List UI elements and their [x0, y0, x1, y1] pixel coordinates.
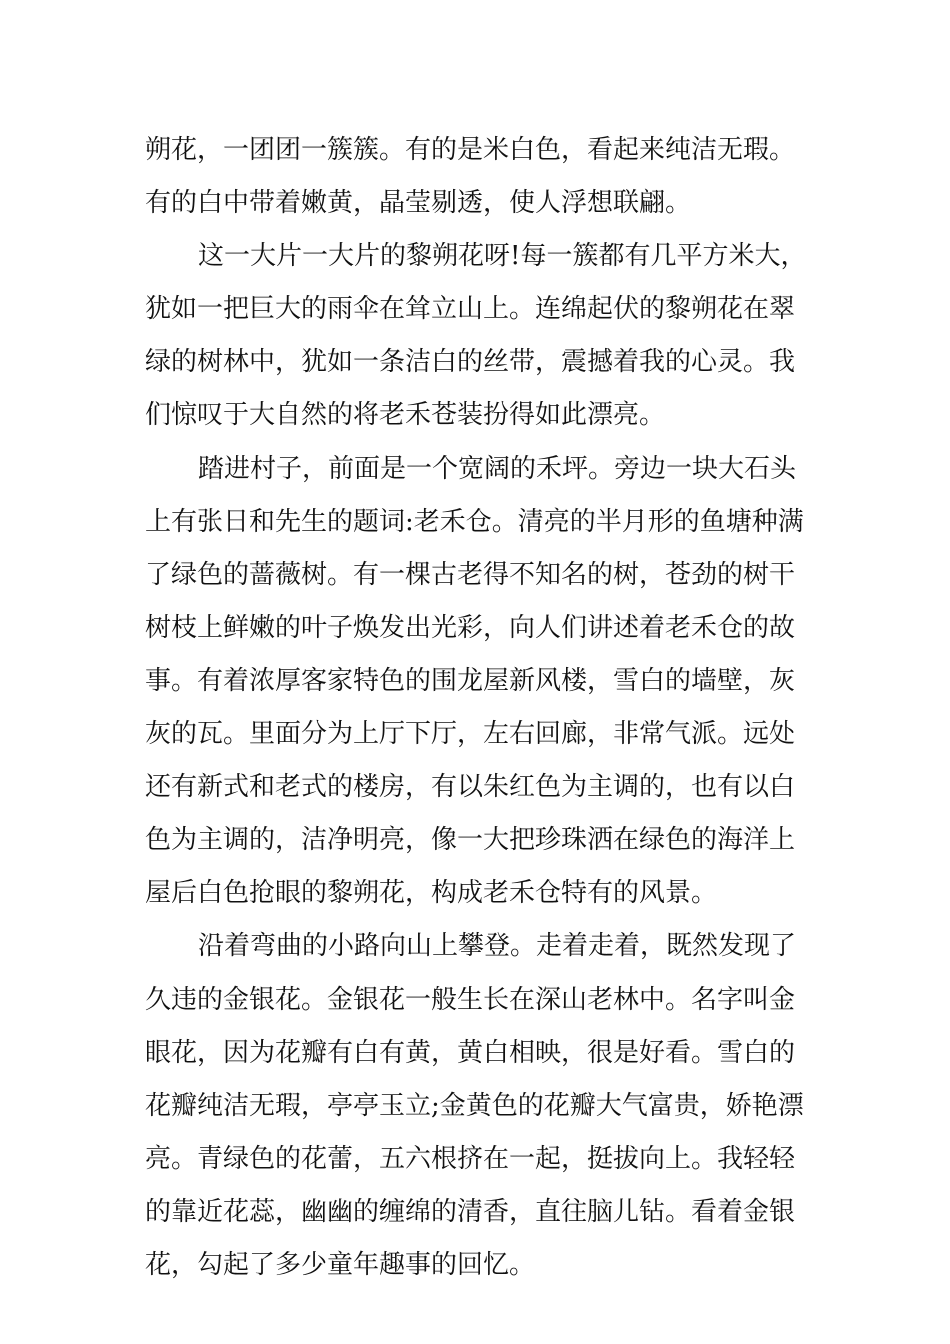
text-line: 花，勾起了多少童年趣事的回忆。	[145, 1249, 536, 1280]
text-line: 色为主调的，洁净明亮，像一大把珍珠洒在绿色的海洋上	[145, 825, 796, 856]
text-line: 们惊叹于大自然的将老禾苍装扮得如此漂亮。	[145, 400, 666, 431]
text-line: 还有新式和老式的楼房，有以朱红色为主调的，也有以白	[145, 772, 796, 803]
text-line: 屋后白色抢眼的黎朔花，构成老禾仓特有的风景。	[145, 878, 718, 909]
text-line: 的靠近花蕊，幽幽的缠绵的清香，直往脑儿钻。看着金银	[145, 1196, 796, 1227]
text-line: 灰的瓦。里面分为上厅下厅，左右回廊，非常气派。远处	[145, 719, 796, 750]
text-line: 树枝上鲜嫩的叶子焕发出光彩，向人们讲述着老禾仓的故	[145, 612, 796, 643]
text-line: 上有张日和先生的题词:老禾仓。清亮的半月形的鱼塘种满	[145, 506, 804, 537]
document-body	[145, 124, 807, 1292]
text-line: 绿的树林中，犹如一条洁白的丝带，震撼着我的心灵。我	[145, 347, 796, 378]
text-line: 久违的金银花。金银花一般生长在深山老林中。名字叫金	[145, 984, 796, 1015]
text-line: 事。有着浓厚客家特色的围龙屋新风楼，雪白的墙壁，灰	[145, 665, 796, 696]
paragraph-start-line: 踏进村子，前面是一个宽阔的禾坪。旁边一块大石头	[198, 453, 797, 484]
text-line: 花瓣纯洁无瑕，亭亭玉立;金黄色的花瓣大气富贵，娇艳漂	[145, 1090, 804, 1121]
text-line: 亮。青绿色的花蕾，五六根挤在一起，挺拔向上。我轻轻	[145, 1143, 796, 1174]
text-line: 眼花，因为花瓣有白有黄，黄白相映，很是好看。雪白的	[145, 1037, 796, 1068]
text-line: 犹如一把巨大的雨伞在耸立山上。连绵起伏的黎朔花在翠	[145, 294, 796, 325]
text-line: 朔花，一团团一簇簇。有的是米白色，看起来纯洁无瑕。	[145, 135, 796, 165]
paragraph-start-line: 这一大片一大片的黎朔花呀!每一簇都有几平方米大，	[198, 241, 807, 272]
paragraph-start-line: 沿着弯曲的小路向山上攀登。走着走着，既然发现了	[198, 931, 797, 962]
text-line: 有的白中带着嫩黄，晶莹剔透，使人浮想联翩。	[145, 188, 692, 219]
text-line: 了绿色的蔷薇树。有一棵古老得不知名的树，苍劲的树干	[145, 559, 796, 590]
